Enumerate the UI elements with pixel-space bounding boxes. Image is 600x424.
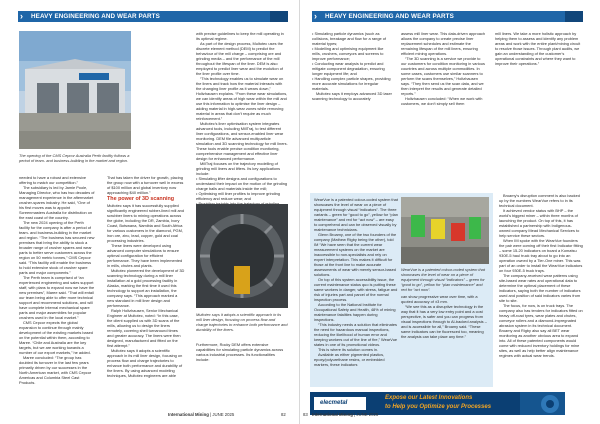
side-text-column [499, 193, 583, 388]
paragraph: needed to have a robust and extensive offering to match our competition.” [19, 175, 87, 185]
ad-graphic [520, 392, 565, 415]
paragraph: Ralph Holtzhausen, Senior Mechanical Engineer at Multotec, noted: “In this case, the client supplied us with 3D scans of the mills, allowing us to design the liners remotely, covering shell turnaround times and greater accuracy. The liners were then designed, manufactured and fitted on the first attempt.” [107, 308, 181, 348]
issue-date: JUNE 2025 [212, 412, 235, 417]
paragraph: Multotec says it adopts a scientific approach in its mill liner design, focusing on process flow and charge trajectories to enhance both performance and durability of the liners. By using advanced modeling techniques, Multotec engineers are able [107, 348, 183, 378]
magazine-name: International Mining [312, 412, 353, 417]
paragraph: That has taken the driver for growth, placing the group now with a turnover well in excess of $100 million and global inventory now approaching $40 million.” [107, 175, 184, 195]
paragraph: mill liners. We take a more holistic approach by helping them to assess and identify any problem areas and work with the entire plant/mining circuit to resolve those issues. Through plant audits, we gain an understanding of the customer’s operational constraints and where they want to improve their operations.” [495, 31, 581, 66]
paragraph: CMS Cepcor expects the global expansion to continue through mainly development of the existing markets based on the potential within them, according to Maree. “Chile and Australia are the key targets, but we are working towards a number of our export markets,” he added. [19, 320, 93, 355]
subheading: The power of 3D scanning [107, 196, 175, 202]
paragraph: This is where its solution comes in. [318, 347, 379, 352]
paragraph: When IM spoke with the WearVue founders the pair were coming off their first Indicator fitting – some 15-20 indicators on board a Komatsu 930E-5 haul truck tray about to go into an operation owned by a Tier-One miner. This was part of an order to install the WearVue indicators on four 930E-5 truck trays. [499, 238, 583, 273]
header-accent-bar [270, 11, 288, 22]
text-column-2 [107, 175, 185, 405]
paragraph: On top of this system accessibility issue, the current maintenance status quo is putting these same workers in danger, with stress, fatigue and risk of injuries part and parcel of the normal inspection process. [314, 277, 398, 302]
section-header-title: HEAVY ENGINEERING AND WEAR PARTS [325, 13, 454, 20]
bullet-item: • Simulating lifter designs and configurations to understand their impact on the motion of the grinding charge balls and materials inside the mill; [196, 176, 288, 191]
paragraph: “This technology enables us to simulate wear on the liners and track how the material interacts with the changing liner profile as it wears down,” Holtzhausen explains. “From these wear simulations, we can identify areas of high wear within the mill and use this information to optimise the liner design – adding material in high-wear zones while removing material in areas that don’t require as much reinforcement.” [196, 76, 288, 121]
paragraph: According to the National Institute for Occupational Safety and Health, 48% of mining maintenance fatalities happen during inspections. [314, 302, 396, 322]
section-header-title: HEAVY ENGINEERING AND WEAR PARTS [31, 13, 160, 20]
section-header [312, 11, 583, 22]
mill-liner-photo [196, 204, 288, 308]
facility-photo [19, 31, 131, 149]
page-number: 83 [303, 412, 308, 417]
paragraph: The new 2024 opening of the Perth facility for the company is after a period of team- and business-building in the market and region. “The business has secured new premises that bring the ability to stock a broader range of crusher spares and wear parts to better serve customers across the region on 50 metric tonnes,” CMS Cepcor said. “This facility will enable the business to hold extensive stock of crusher spare parts and major components.” [19, 220, 95, 275]
paragraph: “This industry needs a solution that eliminates the need for hazardous manual inspections, reducing the likelihood of human error and keeping workers out of the line of fire,” WearVue states in one of its promotional videos. [314, 322, 398, 347]
paragraph: Broamy’s disruption comment is also backed up by the numbers WearVue refers to in its technical document. [499, 193, 580, 208]
paragraph: MillTraj focuses on the trajectory modelling of grinding mill liners and lifters. Its key applications include: [196, 161, 281, 176]
elecmetal-logo-text: elecmetal [320, 400, 348, 406]
paragraph: The subsidiary is led by Jamie Poole, Managing Director, who has two decades of management experience in the aftermarket crusher-spares industry. He said, “One of his first moves was to appoint Screenmasters Australia for distribution on the east coast of the country. [19, 185, 95, 220]
box-column-1 [314, 197, 398, 385]
photo-caption: The opening of the CMS Cepcor Australia Perth facility follows a period of team- and business-building in the market and region. [19, 153, 130, 163]
paragraph: “The 3D scanning is a service we provide to our customers for condition monitoring in various countries and across multiple commodities. In some cases, customers use similar scanners to perform the scans themselves,” Holtzhausen says. “They then send us the scan data, and we then interpret the results and generate detailed reports.” [401, 56, 485, 96]
ad-headline: Expose our Latest Innovations [385, 395, 473, 401]
paragraph: As part of the design process, Multotec uses the discrete element method (DEM) to predict the behaviour of the mill charge – comprising ore and grinding media – and the performance of the mill throughout the lifespan of the liner. DEM is also employed to predict liner wear and the evolution of the liner profile over time. [196, 41, 284, 76]
page-footer: International Mining | JUNE 2025 [168, 412, 235, 417]
bullet-item: • Conducting wear analysis to predict and mitigate component degradation, ensuring longer equipment life; and [312, 61, 385, 76]
paragraph: can show progressive wear over time, with a quoted accuracy of ±3 mm. [401, 294, 478, 304]
paragraph: Maree concluded: “The group has doubled its turnover in the last few years primarily driven by our successes in the North American market, with CMS Cepcor Americas and Columbia Steel Cast Products. [19, 355, 92, 385]
chevron-right-icon: › [314, 11, 318, 21]
bullet-item: • Modelling and optimising equipment like mills, crushers, conveyors and screens to improve performance; [312, 46, 384, 61]
right-page [300, 0, 600, 424]
section-header [18, 11, 288, 22]
text-column-b [401, 31, 486, 181]
bullet-item: • Simulating particle dynamics (such as collisions, breakage and flow for a range of material types; [312, 31, 386, 46]
text-column-3 [196, 31, 288, 201]
issue-date: JUNE 2025 [356, 412, 379, 417]
paragraph: Available as either pigmented plastics, epoxy/polyurethane resins, or embedded markers, these indicators [314, 352, 385, 367]
text-column-3b [196, 342, 288, 382]
paragraph: Multotec pioneered the development of 3D scanning technology during a mill liner installation at a gold processing facility in Alaska, marking the first time it used this technology to support an installation, the company says. “This approach marked a new standard in mill liner design and performance. [107, 268, 185, 308]
ad-subline: to Help you Optimize your Processes [385, 404, 492, 410]
paragraph: Furthermore, Rocky DEM offers extensive capabilities for simulating particle dynamics across various industrial processes. Its functionalities include: [196, 342, 284, 362]
photo-caption: Multotec says it adopts a scientific approach in its mill liner design, focusing on process flow and charge trajectories to enhance both performance and durability of the liners. [196, 312, 288, 332]
paragraph: Multotec says it has successfully supplied significantly engineered rubber-lined mill and scrubber liners to mining operations across the globe, including the DR, Zambia, Ivory Coast, Botswana, Namibia and South Africa for various customers in the diamond, PGM, iron ore, zinc, lead, copper, gold and coal processing industries. [107, 203, 184, 243]
page-number: 82 [281, 412, 286, 417]
elecmetal-logo [314, 397, 366, 410]
paragraph: Multotec’s liner optimisation system integrates advanced tools, including MillTraj, to test different liner configurations, and sensor-enabled liner wear monitoring. DEM file advanced multiparticle simulation and 3D scanning technology for mill liners. These tools enable precise condition monitoring, comprehensive management and effective liner design for enhanced performance. [196, 121, 288, 161]
text-column-1 [19, 175, 95, 405]
text-column-c [495, 31, 583, 181]
bullet-item: • Optimising mill liner profiles to improve grinding efficiency and reduce wear; and [196, 191, 280, 201]
photo-caption: WearVue is a patented colour-coded system that showcases the level of wear on a piece of equipment through visual “indicators” – green for “good to go”, yellow for “plan maintenance” and red for “act now”. [401, 267, 485, 292]
paragraph: It achieved vendor status with BHP – the world’s biggest miner – within three months of launching the product. On top of this, it has established a partnership with Indigenous-owned company Mead Mechanical Services to help service these sectors. [499, 208, 580, 238]
paragraph: WearVue is a patented colour-coded system that showcases the level of wear on a piece of equipment through visual “indicators”. The three variants – green for “good to go”, yellow for “plan maintenance” and red for “act now” – are easy to comprehend and can be observed visually by maintenance technicians. [314, 197, 398, 232]
paragraph: These liners were developed using advanced computer simulations to ensure optimal configuration for efficient performance. They have been implemented in mills, chutes and plants. [107, 243, 183, 268]
paragraph: “We see this as a disruptive technology in the way that it has a very low entry point and a cost perspective, is safer and you can progress from visual inspections through to AI-backed analysis – and is accessible for all,” Broamy said. “These same indicators can be fluoresced too, meaning the analysis can take place any time.” [401, 304, 487, 339]
paragraph: with precise guidelines to keep the mill operating in its optimal regime. [196, 31, 284, 41]
wear-indicator-photo [401, 197, 489, 264]
chevron-right-icon: › [20, 11, 24, 21]
paragraph: The focus, for now, is on truck trays. The company also has tenders for indicators fitted on heavy off-road tyres, wear plates and chutes, conveyor rollers and a diamond-impregnated abrasion system in its technical document. Broamy and Rigby also say all BET wear monitoring as another obvious area to expand into. All of these patented components would come with reduced inventory holdings for mine sites, as well as help better align maintenance regimes with actual wear trends. [499, 303, 583, 358]
paragraph: Glenn Broamy, one of the two founders of the company (Mathew Rigby being the other), told IM “We have seen that the current wear measurement systems on the market are inaccessible to non-specialists and rely on expert interpretation. This makes it difficult for those at the front line to make accurate assessments of wear with merely sensor-based solutions. [314, 232, 397, 277]
paragraph: The Perth team is comprised of “an experienced engineering and sales support staff, with plans to expand now we have the new premises”, Maree said. “That will entail our team being able to offer more technical support and recommend solutions, and will have complete internal mechanical spare parts and major assemblies for popular crushers used in the local market.” [19, 275, 95, 320]
paragraph: assess mill liner wear. This data-driven approach allows the company to create precise liner replacement schedules and estimate the remaining lifespan of the mill liners, ensuring efficient mining operations. [401, 31, 486, 56]
paragraph: Multotec says it employs advanced 3D laser scanning technology to accurately [312, 91, 392, 101]
paragraph: The company-received wear patterns using site-based wear rates and operational data to determine the optimal placement of these indicators, saying both the number of indicators used and position of said indicators varies from site to site. [499, 273, 581, 303]
page-footer: International Mining | JUNE 2025 [312, 412, 379, 417]
magazine-name: International Mining [168, 412, 209, 417]
box-column-2 [401, 294, 489, 384]
paragraph: Holtzhausen concluded: “When we work with customers, we don’t simply sell them [401, 96, 483, 106]
header-accent-bar [565, 11, 583, 22]
text-column-a [312, 31, 392, 181]
bullet-item: • Handling complex particle shapes, providing more accurate simulations for irregular materials. [312, 76, 391, 91]
